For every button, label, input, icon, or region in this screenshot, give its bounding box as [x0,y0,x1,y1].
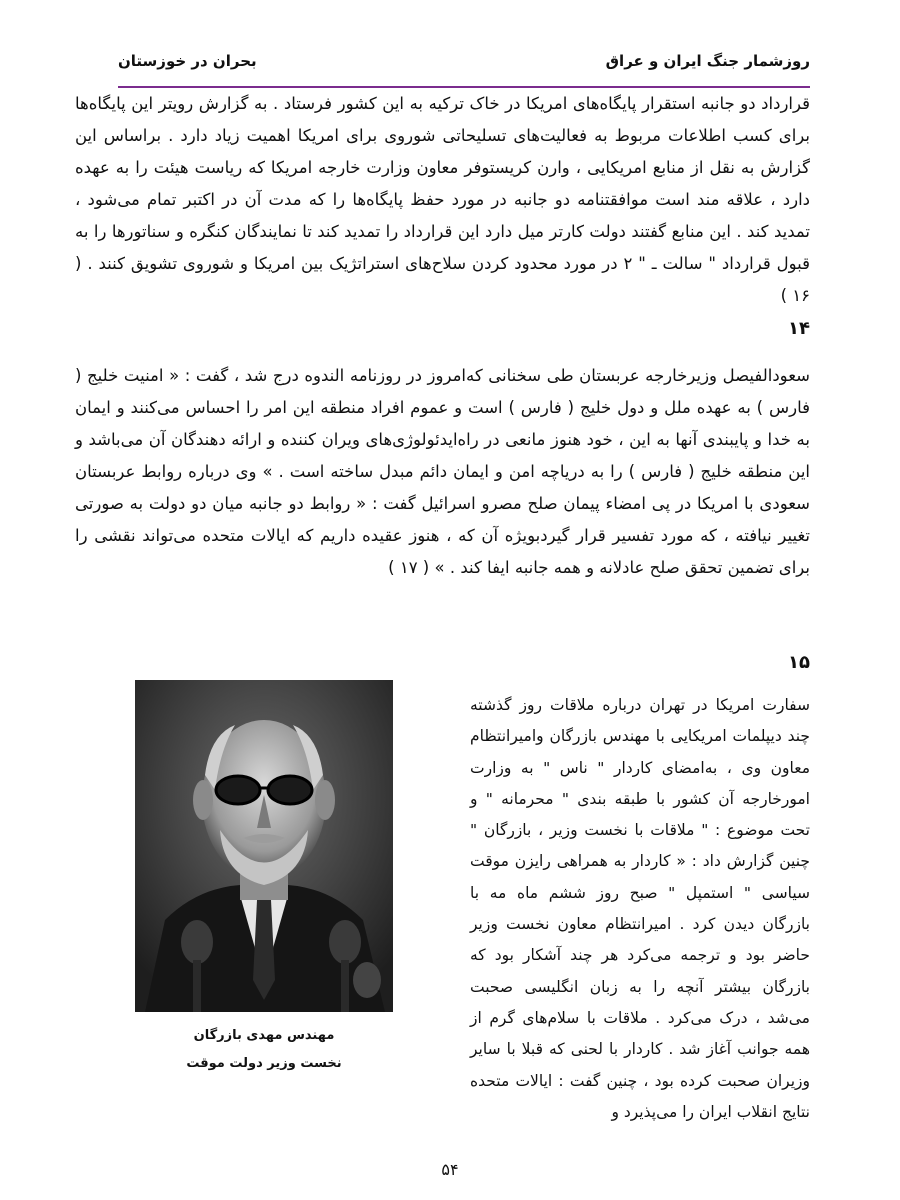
portrait-illustration [135,680,393,1012]
paragraph-2: سعودالفیصل وزیرخارجه عربستان طی سخنانی که‌امروز در روزنامه الندوه درج شد ، گفت : « امنیت خلیج ( فارس ) به عهده ملل و دول خلیج ( فارس ) است و عموم افراد منطقه این امر را احساس می‌کنند و ایمان به خدا و پایبندی آنها به این ، خود هنوز مانعی در راه‌ایدئولوژی‌های ویران کننده و ارائه دهندگان آن می‌باشد و این منطقه خلیج ( فارس ) را به دریاچه امن و ایمان دائم مبدل ساخته است . » وی درباره روابط عربستان سعودی با امریکا در پی امضاء پیمان صلح مصرو اسرائیل گفت : « روابط دو جانبه میان دو دولت به صورتی تغییر نیافته ، که مورد تفسیر قرار گیردبویژه آن که ، هنوز عقیده داریم که ایالات متحده می‌تواند نقشی را برای تضمین تحقق صلح عادلانه و همه جانبه ایفا کند . » ( ۱۷ ) [75,366,810,577]
caption-name: مهندس مهدی بازرگان [193,1028,335,1043]
paragraph-1: قرارداد دو جانبه استقرار پایگاه‌های امریکا در خاک ترکیه به این کشور فرستاد . به گزارش رویتر این پایگاه‌ها برای کسب اطلاعات مربوط به فعالیت‌های تسلیحاتی شوروی برای امریکا اهمیت زیاد دارد . براساس این گزارش به نقل از منابع امریکایی ، وارن کریستوفر معاون وزارت خارجه امریکا که ریاست هیئت را به عهده دارد ، علاقه مند است موافقتنامه دو جانبه در مورد حفظ پایگاه‌ها را که مدت آن در اکتبر تمام می‌شود ، تمدید کند . این منابع گفتند دولت کارتر میل دارد این قرارداد را تمدید کند تا نمایندگان کنگره و سناتورها را به قبول قرارداد " سالت ـ " ۲ در مورد محدود کردن سلاح‌های استراتژیک بین امریکا و شوروی تشویق کنند . ( ۱۶ ) [75,94,811,305]
photo-caption [118,1022,410,1078]
page-header [118,48,810,88]
section-title: بحران در خوزستان [118,52,257,70]
paragraph-3: سفارت امریکا در تهران درباره ملاقات روز گذشته چند دیپلمات امریکایی با مهندس بازرگان وامیرانتظام معاون وی ، به‌امضای کاردار " ناس " به وزارت امورخارجه آن کشور با طبقه بندی " محرمانه " و تحت موضوع : " ملاقات با نخست وزیر ، بازرگان " چنین گزارش داد : « کاردار به همراهی رایزن موقت سیاسی " استمپل " صبح روز ششم ماه مه با بازرگان دیدن کرد . امیرانتظام معاون نخست وزیر حاضر بود و ترجمه می‌کرد هر چند آشکار بود که بازرگان بیشتر آنچه را به زبان انگلیسی صحبت می‌شد ، درک می‌کرد . ملاقات با سلام‌های گرم از همه جوانب آغاز شد . کاردار با لحنی که قبلا با سایر وزیران صحبت کرده بود ، چنین گفت : ایالات متحده نتایج انقلاب ایران را می‌پذیرد و [470,696,810,1121]
entry-heading-15: ۱۵ [788,652,810,673]
entry-heading-14: ۱۴ [788,318,810,339]
portrait-photo [135,680,393,1012]
caption-title: نخست وزیر دولت موقت [186,1056,342,1071]
page-number: ۵۴ [441,1160,459,1179]
book-title: روزشمار جنگ ایران و عراق [605,52,810,70]
